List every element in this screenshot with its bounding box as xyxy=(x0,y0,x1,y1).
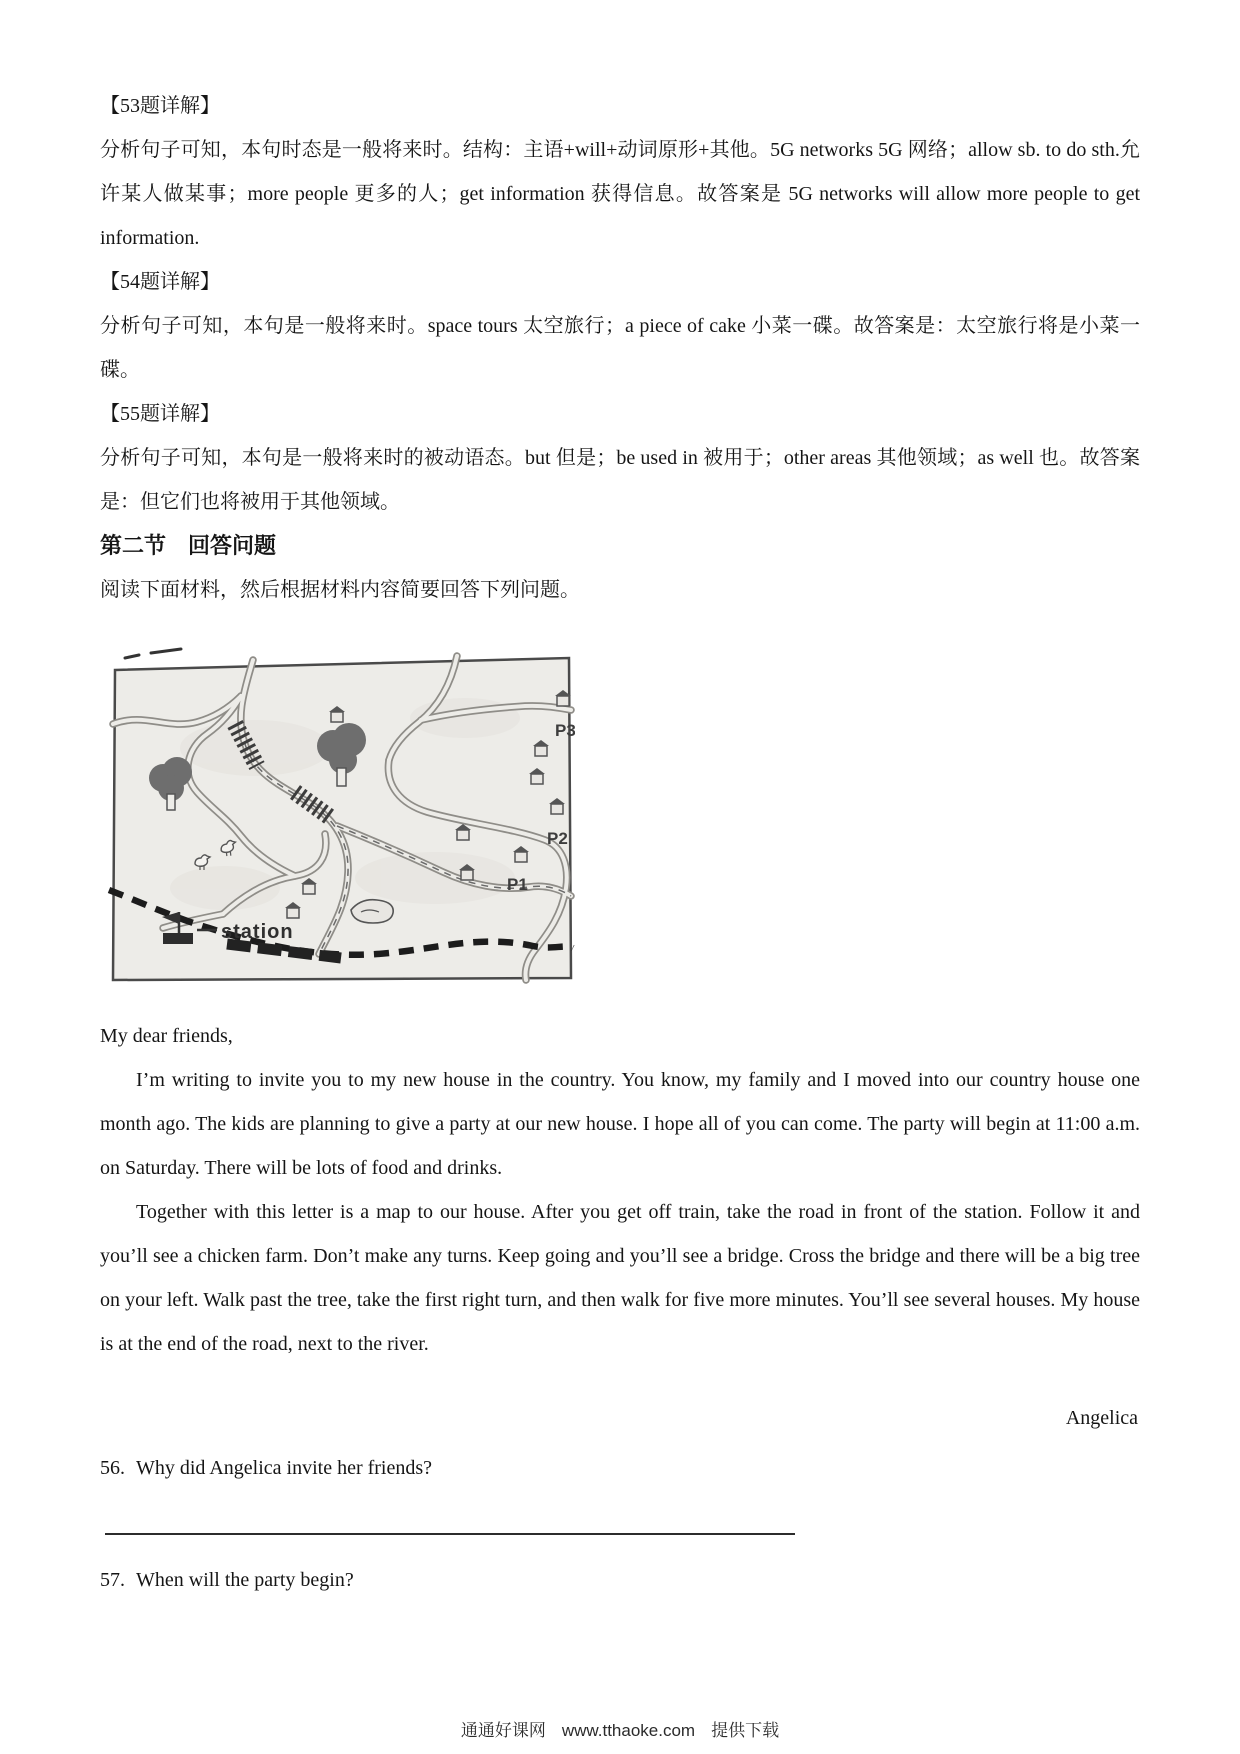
explanation-54-heading: 【54题详解】 xyxy=(100,271,220,293)
section2-instruction: 阅读下面材料，然后根据材料内容简要回答下列问题。 xyxy=(100,579,580,601)
explanation-53-body: 分析句子可知，本句时态是一般将来时。结构：主语+will+动词原形+其他。5G networks 5G 网络；allow sb. to do sth.允许某人做某事；more people 更多的人；get information 获得信息。故答案是 5G networks will allow more people to get information. xyxy=(100,139,1140,249)
letter-signature: Angelica xyxy=(1065,1407,1138,1429)
answer-blank-56 xyxy=(105,1533,795,1535)
letter-paragraph-2: Together with this letter is a map to our house. After you get off train, take the road in front of the station. Follow it and you’ll see a chicken farm. Don’t make any turns. Keep going and you’ll see a bridge. Cross the bridge and there will be a big tree on your left. Walk past the tree, take the first right turn, and then walk for five more minutes. You’ll see several houses. My house is at the end of the road, next to the river. xyxy=(100,1201,1140,1355)
station-label: station xyxy=(221,921,294,943)
letter-salutation: My dear friends, xyxy=(100,1025,233,1047)
question-56 xyxy=(100,1446,1140,1490)
section2-heading-number: 第二节 xyxy=(100,533,167,558)
footer-suffix: 提供下载 xyxy=(711,1721,780,1740)
explanation-54 xyxy=(100,260,1140,392)
invitation-letter xyxy=(100,1014,1140,1440)
question-56-text: Why did Angelica invite her friends? xyxy=(136,1457,433,1479)
scan-marks xyxy=(125,649,181,658)
question-57-number: 57. xyxy=(100,1569,125,1591)
section2-heading-title: 回答问题 xyxy=(188,533,277,558)
letter-paragraph-1: I’m writing to invite you to my new house in the country. You know, my family and I moved into our country house one month ago. The kids are planning to give a party at our new house. I hope all of you can come. The party will begin at 11:00 a.m. on Saturday. There will be lots of food and drinks. xyxy=(100,1069,1140,1179)
section2-heading xyxy=(100,524,1140,568)
footer-url: www.tthaoke.com xyxy=(561,1721,696,1740)
explanation-54-body: 分析句子可知，本句是一般将来时。space tours 太空旅行；a piece of cake 小菜一碟。故答案是：太空旅行将是小菜一碟。 xyxy=(100,315,1140,381)
map-image xyxy=(105,628,575,988)
explanation-53 xyxy=(100,84,1140,260)
question-57 xyxy=(100,1558,1140,1602)
explanation-55-body: 分析句子可知，本句是一般将来时的被动语态。but 但是；be used in 被用于；other areas 其他领域；as well 也。故答案是：但它们也将被用于其他领域。 xyxy=(100,447,1140,513)
footer-site-name: 通通好课网 xyxy=(460,1721,546,1740)
map-label-p1: P1 xyxy=(507,875,528,894)
explanation-55-heading: 【55题详解】 xyxy=(100,403,220,425)
question-57-text: When will the party begin? xyxy=(136,1569,354,1591)
question-56-number: 56. xyxy=(100,1457,125,1479)
map-label-p2: P2 xyxy=(547,829,568,848)
explanation-55 xyxy=(100,392,1140,524)
page-footer xyxy=(0,1716,1240,1741)
explanation-53-heading: 【53题详解】 xyxy=(100,95,220,117)
page-content xyxy=(100,84,1140,1602)
map-label-p3: P3 xyxy=(555,721,575,740)
map-figure xyxy=(105,628,575,988)
